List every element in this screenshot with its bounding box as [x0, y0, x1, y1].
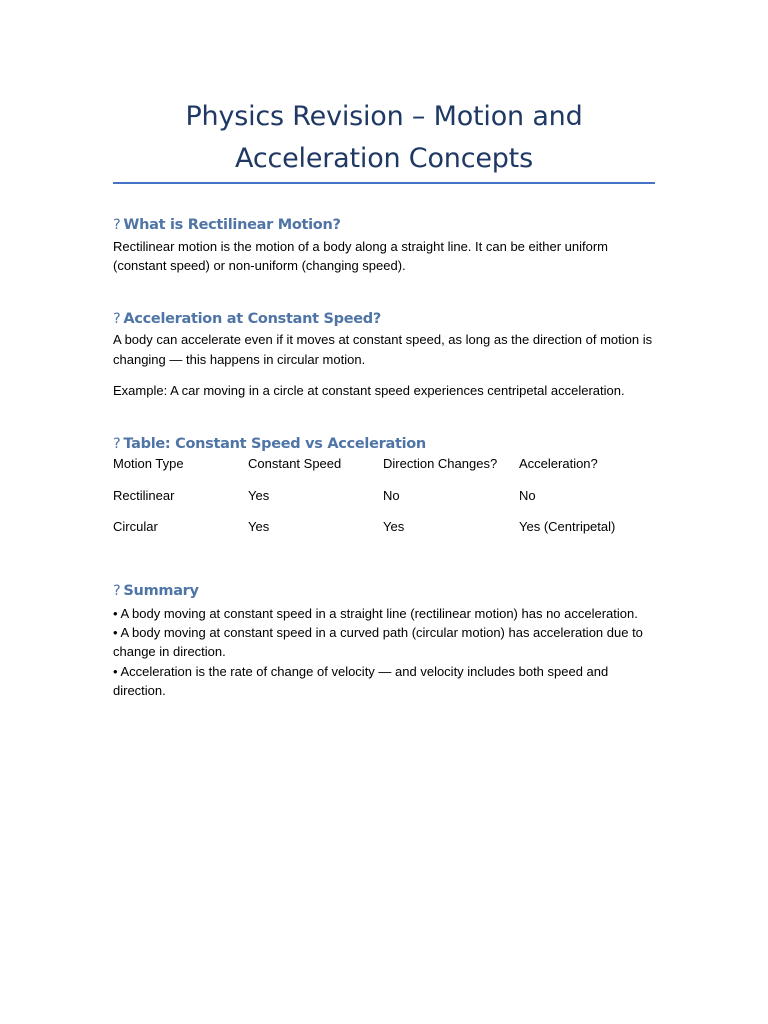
- heading-emoji-placeholder-icon: ?: [113, 583, 121, 600]
- list-item: • A body moving at constant speed in a straight line (rectilinear motion) has no acceleration.: [113, 606, 638, 622]
- table-cell: Yes (Centripetal): [519, 519, 616, 535]
- heading-text: Table: Constant Speed vs Acceleration: [123, 436, 426, 453]
- section-rectilinear-motion: [113, 215, 655, 275]
- table-header-row: [113, 456, 655, 488]
- summary-list: [113, 604, 655, 700]
- section-summary: [113, 581, 655, 700]
- heading-text: What is Rectilinear Motion?: [123, 217, 341, 233]
- column-header-constant-speed: Constant Speed: [248, 456, 342, 472]
- page-title: Physics Revision – Motion and Acceleration Concepts: [185, 101, 583, 174]
- table-cell: No: [519, 488, 536, 504]
- table-cell: Yes: [248, 519, 270, 535]
- paragraph: A body can accelerate even if it moves at constant speed, as long as the direction of motion is changing — this happens in circular motion.: [113, 332, 653, 367]
- table-row: [113, 488, 655, 519]
- section-heading: [113, 309, 655, 329]
- column-header-motion-type: Motion Type: [113, 456, 184, 472]
- table-cell: No: [383, 488, 400, 504]
- column-header-acceleration: Acceleration?: [519, 456, 598, 472]
- section-heading: [113, 434, 655, 454]
- comparison-table: [113, 456, 655, 550]
- heading-text: Summary: [123, 583, 199, 600]
- heading-emoji-placeholder-icon: ?: [113, 217, 121, 233]
- heading-emoji-placeholder-icon: ?: [113, 436, 121, 453]
- table-cell: Rectilinear: [113, 488, 175, 504]
- title-underline: [113, 182, 655, 184]
- heading-text: Acceleration at Constant Speed?: [123, 311, 381, 328]
- example-paragraph: Example: A car moving in a circle at constant speed experiences centripetal acceleration.: [113, 382, 625, 398]
- table-cell: Circular: [113, 519, 158, 535]
- paragraph: Rectilinear motion is the motion of a body along a straight line. It can be either uniform (constant speed) or non-uniform (changing speed).: [113, 239, 608, 274]
- section-comparison-table: [113, 434, 655, 550]
- document-page: [113, 0, 655, 700]
- column-header-direction-changes: Direction Changes?: [383, 456, 498, 472]
- heading-emoji-placeholder-icon: ?: [113, 311, 121, 328]
- section-acceleration-constant-speed: [113, 309, 655, 400]
- table-cell: Yes: [383, 519, 405, 535]
- table-cell: Yes: [248, 488, 270, 504]
- section-heading: [113, 215, 655, 235]
- list-item: • Acceleration is the rate of change of velocity — and velocity includes both speed and direction.: [113, 663, 609, 698]
- list-item: • A body moving at constant speed in a curved path (circular motion) has acceleration due to change in direction.: [113, 625, 643, 660]
- table-row: [113, 519, 655, 550]
- section-heading: [113, 581, 655, 601]
